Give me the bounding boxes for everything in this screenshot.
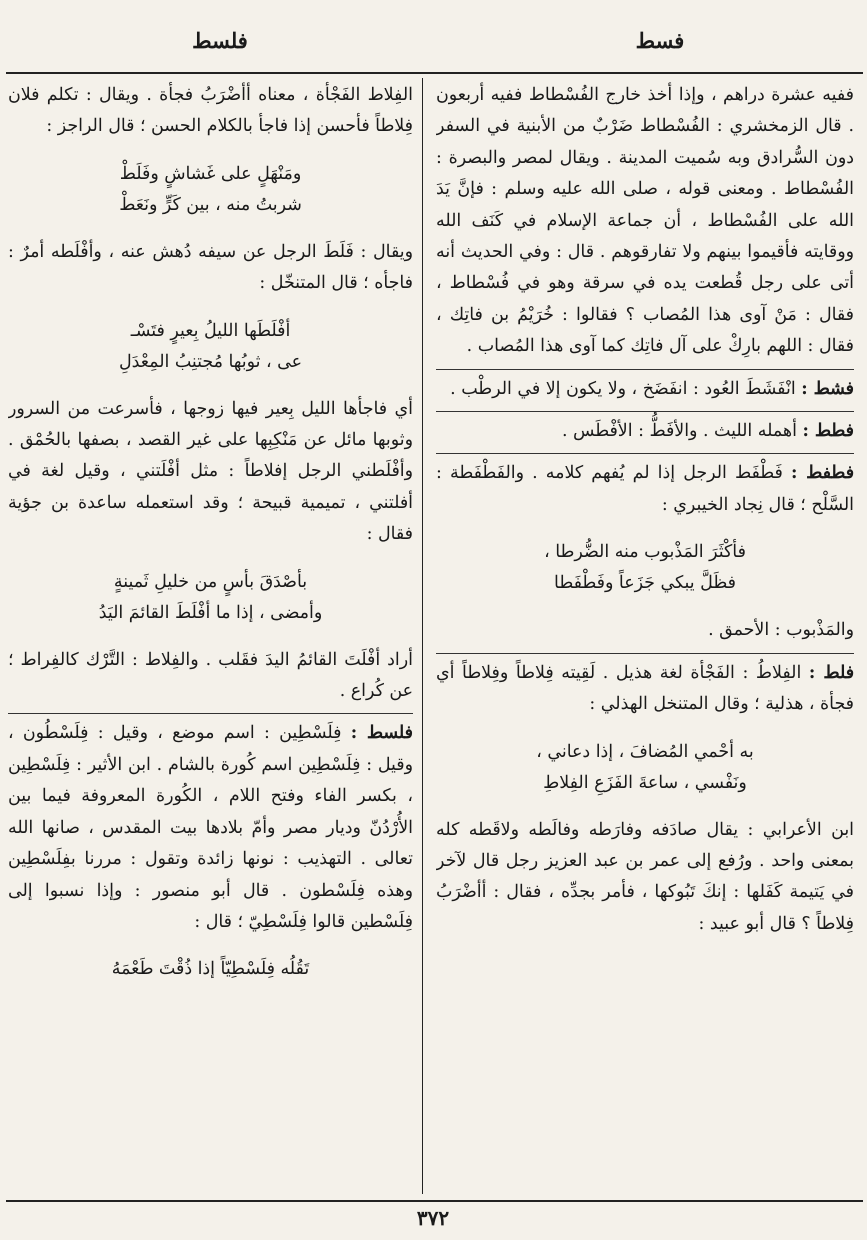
header-rule	[6, 72, 863, 74]
entry-body: انْفَشَطَ العُود : انفَضَخ ، ولا يكون إلا في الرطْب .	[450, 378, 796, 399]
verse-line: وأمضى ، إذا ما أفْلَطَ القائمَ اليَدُ	[98, 602, 323, 623]
entry-separator	[436, 453, 854, 454]
entry-headword: فلط :	[808, 662, 854, 683]
verse-line: بأصْدَقَ بأسٍ من خليلِ ثَمينةٍ	[113, 571, 308, 592]
verse-line: أفْلَطَها الليلُ بِعيرٍ فتَسْـ	[130, 320, 291, 341]
entry-ftft	[436, 458, 854, 521]
verse-line: ونَفْسي ، ساعةَ الفَزَعِ الفِلاطِ	[543, 772, 747, 793]
entry-headword: فشط :	[801, 378, 854, 399]
header-right-word: فسط	[635, 28, 685, 53]
footer-rule	[6, 1200, 863, 1202]
entry-fsht	[436, 374, 854, 405]
entry-fst-continuation: ففيه عشرة دراهم ، وإذا أخذ خارج الفُسْطاط ففيه أربعون . قال الزمخشري : الفُسْطاط ضَرْبٌ من الأبنية في السفر دون السُّرادق وبه سُميت المدينة . ويقال لمصر والبصرة : الفُسْطاط . ومعنى قوله ، صلى الله عليه وسلم : فإنَّ يَدَ الله على الفُسْطاط ، أن جماعة الإسلام في كَنَف الله ووقايته فأقيموا بينهم ولا تفارقوهم . قال : وفي الحديث أنه أتى على رجل قُطعت يده في سرقة وهو في فُسْطاط ، فقال : مَنْ آوى هذا المُصاب ؟ فقالوا : خُرَيْمُ بن فاتِك ، فقال : اللهم بارِكْ على آل فاتِك كما آوى هذا المُصاب .	[436, 85, 854, 357]
entry-body: أهمله الليث . والأفَطُّ : الأفْطَس .	[562, 421, 797, 442]
entry-body: فَطْفَط الرجل إذا لم يُفهم كلامه . والفَطْفَطة : السَّلْح ؛ قال نِجاد الخيبري :	[436, 463, 854, 515]
verse-line: تَقُلُه فِلَسْطِيّاً إذا ذُقْتَ طَعْمَهُ	[111, 959, 310, 980]
entry-separator	[436, 369, 854, 370]
entry-body: فِلَسْطِين : اسم موضع ، وقيل : فِلَسْطُون ، وقيل : فِلَسْطِين اسم كُورة بالشام . ابن الأثير : فِلَسْطِين ، بكسر الفاء وفتح اللام ، الكُورة المعروفة فيما بين الأُرْدُنّ وديار مصر وأمّ بلادها بيت المقدس ، صانها الله تعالى . التهذيب : نونها زائدة وتقول : مررنا بفِلَسْطِين وهذه فِلَسْطون . قال أبو منصور : وإذا نسبوا إلى فِلَسْطين قالوا فِلَسْطِيّ ؛ قال :	[8, 723, 413, 932]
verse-line: شربتُ منه ، بين كَرٍّ ونَعَطْ	[119, 194, 302, 215]
header-left-word: فلسط	[192, 28, 248, 53]
entry-headword: فطط :	[802, 421, 854, 442]
verse-line: فظَلَّ يبكي جَزَعاً وفَطْفَطا	[554, 573, 736, 594]
column-divider	[422, 78, 423, 1194]
entry-flt	[436, 658, 854, 721]
entry-ftt	[436, 416, 854, 447]
entry-separator	[436, 411, 854, 412]
entry-headword: فطفط :	[791, 463, 854, 484]
verse-line: به أحْمي المُضافَ ، إذا دعاني ،	[536, 741, 754, 762]
verse-line: عى ، ثوبُها مُجتنِبُ المِعْدَلِ	[118, 351, 303, 372]
entry-text: أي فاجأها الليل بِعير فيها زوجها ، فأسرعت من السرور وثوبها مائل عن مَنْكِبِها على غير القصد ، بصفها بالحُمْق . وأفْلَطني الرجل إفلاطاً : مثل أفْلَتني ، وقيل لغة في أفلتني ، تميمية قبيحة ؛ وقد استعمله ساعدة بن جؤية فقال :	[8, 398, 413, 545]
entry-flst	[8, 718, 413, 938]
entry-headword: فلسط :	[350, 723, 413, 744]
entry-body: الفِلاطُ : الفَجْأة لغة هذيل . لَقِيته فِلاطاً وفِلاطاً أي فجأة ، هذلية ؛ وقال المتنخل الهذلي :	[436, 662, 854, 715]
verse-line: ومَنْهَلٍ على غَشاشٍ وفَلَطْ	[119, 163, 302, 184]
entry-text: ويقال : فَلَطَ الرجل عن سيفه دُهش عنه ، وأفْلَطه أمرٌ : فاجأه ؛ قال المتنخّل :	[8, 241, 413, 294]
verse-line: فأكْثَرَ المَذْبوب منه الضُّرطا ،	[544, 542, 746, 563]
entry-separator	[8, 713, 413, 714]
entry-text: أراد أفْلَتَ القائمُ اليدَ فقَلب . والفِلاط : التَّرْك كالفِراط ؛ عن كُراع .	[8, 649, 413, 702]
page-number: ٣٧٢	[416, 1206, 450, 1230]
left-column	[8, 80, 413, 1192]
entry-text: والمَذْبوب : الأحمق .	[708, 620, 854, 641]
entry-separator	[436, 653, 854, 654]
entry-flt-continuation: الفِلاط الفَجْأة ، معناه أأضْرَبُ فجأة . ويقال : تكلم فلان فِلاطاً فأحسن إذا فاجأ بالكلام الحسن ؛ قال الراجز :	[8, 85, 413, 137]
right-column	[436, 80, 854, 1192]
entry-text: ابن الأعرابي : يقال صادَفه وفارَطه وفالَطه ولاقَطه كله بمعنى واحد . ورُفع إلى عمر بن عبد العزيز رجل قال لآخر في يَتيمة كَفَلها : إنكَ تَبُوكها ، فأمر بجدِّه ، فقال : أأضْرَبُ فِلاطاً ؟ قال أبو عبيد :	[436, 819, 854, 934]
